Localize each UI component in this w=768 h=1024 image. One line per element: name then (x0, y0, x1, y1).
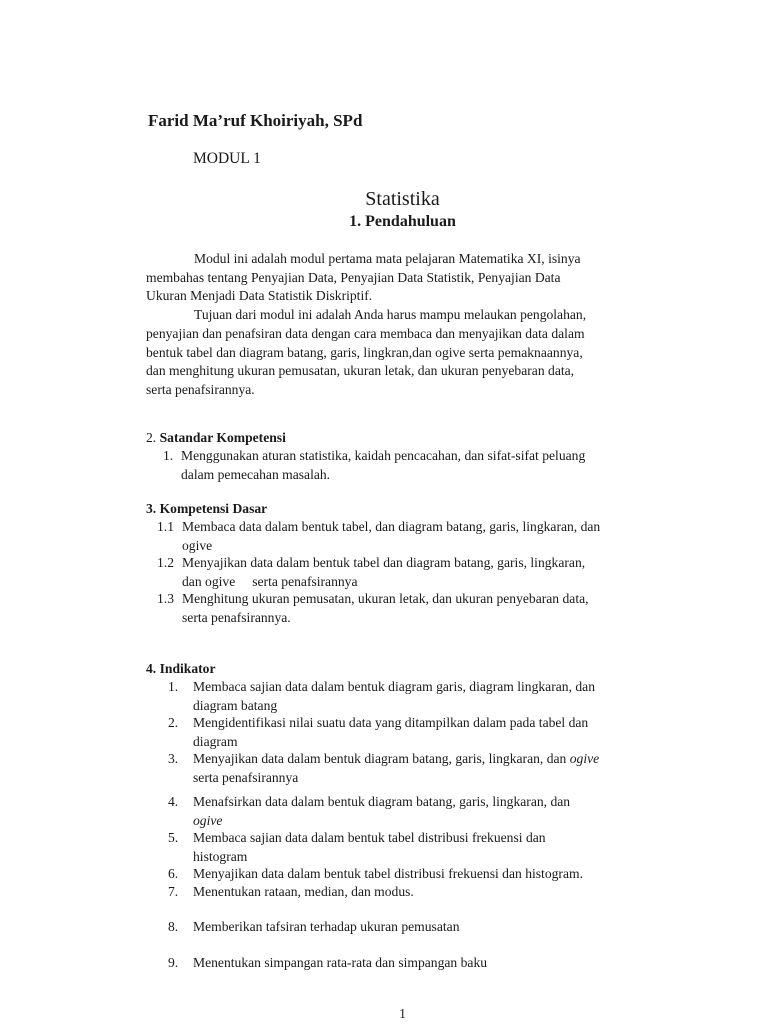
italic-term: ogive (193, 812, 223, 828)
list-item-number: 2. (168, 715, 179, 730)
list-item-number: 7. (168, 884, 179, 899)
list-item-number: 1.1 (157, 519, 174, 534)
list-item-line: dalam pemecahan masalah. (181, 466, 331, 482)
list-item-number: 1. (163, 448, 174, 463)
list-item-number: 4. (168, 794, 179, 809)
list-item-line: Membaca data dalam bentuk tabel, dan diagram batang, garis, lingkaran, dan (182, 519, 601, 534)
italic-term: ogive (569, 751, 600, 766)
section-number: 2. (146, 430, 157, 445)
list-item-line: diagram batang (193, 697, 278, 713)
list-item-text: Menentukan simpangan rata-rata dan simpangan baku (193, 955, 488, 970)
list-item-text (182, 518, 600, 555)
list-item-line: Menyajikan data dalam bentuk tabel dan diagram batang, garis, lingkaran, (182, 555, 586, 570)
list-item-line (193, 750, 599, 769)
list-item-text (193, 793, 570, 830)
list-item-line: serta penafsirannya. (182, 609, 291, 625)
list-item-number: 8. (168, 919, 179, 934)
list-item-number: 5. (168, 830, 179, 845)
intro-line: Modul ini adalah modul pertama mata pelajaran Matematika XI, isinya (194, 251, 581, 266)
list-item-number: 1. (168, 679, 179, 694)
list-item-line: histogram (193, 848, 248, 864)
list-item-text: Menentukan rataan, median, dan modus. (193, 884, 414, 899)
intro-line: penyajian dan penafsiran data dengan cara membaca dan menyajikan data dalam (146, 325, 585, 341)
list-item-text (193, 714, 588, 751)
intro-paragraph (146, 250, 586, 400)
list-item-line: Membaca sajian data dalam bentuk diagram garis, diagram lingkaran, dan (193, 679, 595, 694)
list-item-line: Menghitung ukuran pemusatan, ukuran letak, dan ukuran penyebaran data, (182, 591, 589, 606)
section-heading-standar-kompetensi (146, 429, 286, 448)
list-item-text (193, 678, 595, 715)
list-item-line: dan ogive serta penafsirannya (182, 573, 358, 589)
document-title: Statistika (365, 188, 440, 210)
section-title: Satandar Kompetensi (159, 430, 286, 445)
list-item-line: Menafsirkan data dalam bentuk diagram batang, garis, lingkaran, dan (193, 794, 571, 809)
list-item-text (182, 554, 585, 591)
list-item-line-text: Menyajikan data dalam bentuk diagram batang, garis, lingkaran, dan (193, 751, 570, 766)
intro-line: dan menghitung ukuran pemusatan, ukuran letak, dan ukuran penyebaran data, (146, 363, 575, 379)
intro-line: bentuk tabel dan diagram batang, garis, lingkran,dan ogive serta pemaknaannya, (146, 344, 583, 360)
list-item-text (181, 447, 585, 484)
list-item-text (182, 590, 589, 627)
section-heading-kompetensi-dasar: 3. Kompetensi Dasar (146, 501, 268, 516)
list-item-number: 1.2 (157, 555, 174, 570)
list-item-line: ogive (182, 537, 213, 553)
author-name: Farid Ma’ruf Khoiriyah, SPd (148, 111, 363, 130)
list-item-line: diagram (193, 733, 238, 749)
list-item-text (193, 750, 599, 787)
list-item-text (193, 829, 546, 866)
list-item-line: Mengidentifikasi nilai suatu data yang ditampilkan dalam pada tabel dan (193, 715, 589, 730)
intro-line: serta penafsirannya. (146, 381, 255, 397)
module-label: MODUL 1 (193, 150, 261, 167)
list-item-text: Memberikan tafsiran terhadap ukuran pemusatan (193, 919, 460, 934)
section-heading-pendahuluan: 1. Pendahuluan (349, 213, 456, 230)
list-item-text: Menyajikan data dalam bentuk tabel distribusi frekuensi dan histogram. (193, 866, 583, 881)
list-item-line: serta penafsirannya (193, 769, 299, 785)
list-item-number: 6. (168, 866, 179, 881)
intro-line: Tujuan dari modul ini adalah Anda harus mampu melaukan pengolahan, (194, 307, 587, 323)
page-number: 1 (399, 1006, 406, 1021)
section-heading-indikator: 4. Indikator (146, 661, 216, 676)
list-item-line: Menggunakan aturan statistika, kaidah pencacahan, dan sifat-sifat peluang (181, 448, 586, 463)
list-item-number: 9. (168, 955, 179, 970)
intro-line: membahas tentang Penyajian Data, Penyajian Data Statistik, Penyajian Data (146, 269, 561, 285)
list-item-number: 3. (168, 751, 179, 766)
list-item (163, 447, 173, 466)
list-item-line: Membaca sajian data dalam bentuk tabel distribusi frekuensi dan (193, 830, 546, 845)
intro-line: Ukuran Menjadi Data Statistik Diskriptif. (146, 288, 373, 304)
list-item-number: 1.3 (157, 591, 174, 606)
